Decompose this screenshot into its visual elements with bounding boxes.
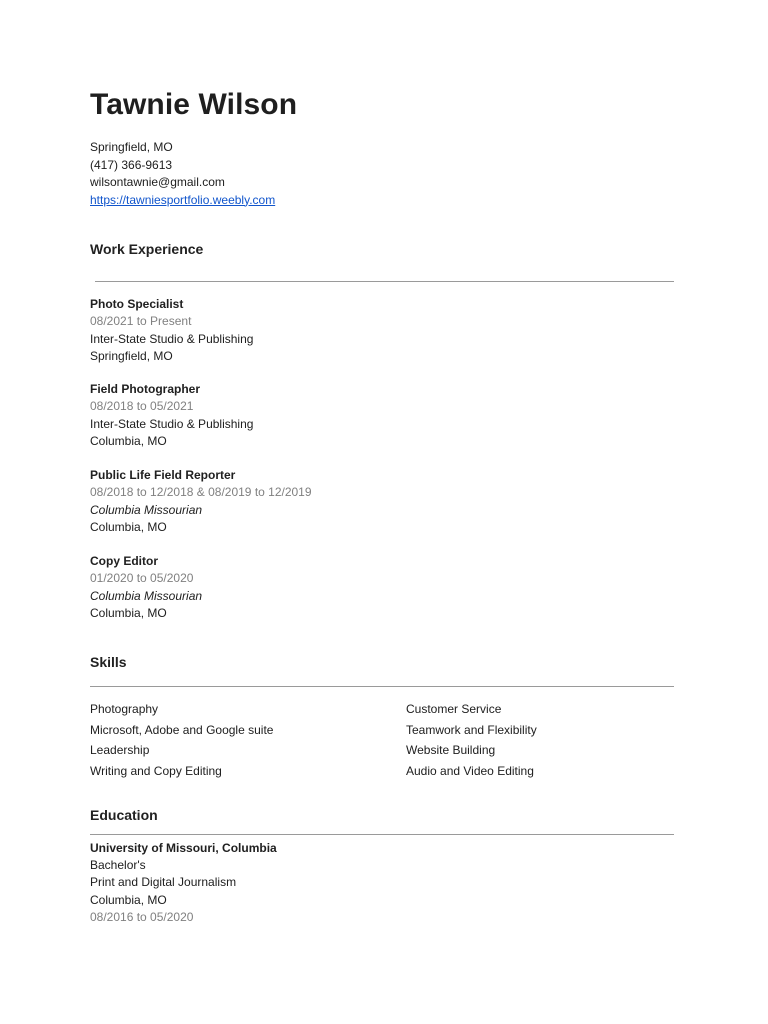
job-title: Copy Editor — [90, 554, 158, 568]
school-name: University of Missouri, Columbia — [90, 841, 277, 855]
skill-item: Audio and Video Editing — [406, 764, 534, 779]
skills-divider — [90, 686, 674, 687]
job-employer: Columbia Missourian — [90, 588, 203, 603]
skill-item: Customer Service — [406, 702, 502, 716]
job-entry — [90, 296, 253, 365]
skill-item: Website Building — [406, 743, 496, 758]
skills-column-right — [406, 699, 537, 782]
job-employer: Columbia Missourian — [90, 502, 203, 517]
job-location: Columbia, MO — [90, 605, 167, 620]
job-employer: Inter-State Studio & Publishing — [90, 416, 254, 431]
job-title: Photo Specialist — [90, 297, 184, 311]
job-title: Field Photographer — [90, 382, 201, 396]
job-employer: Inter-State Studio & Publishing — [90, 331, 254, 346]
education-divider — [90, 834, 674, 835]
job-title: Public Life Field Reporter — [90, 468, 236, 482]
education-heading: Education — [90, 807, 158, 823]
education-dates: 08/2016 to 05/2020 — [90, 909, 194, 924]
skill-item: Teamwork and Flexibility — [406, 722, 537, 737]
contact-block — [90, 139, 275, 209]
job-dates: 01/2020 to 05/2020 — [90, 571, 194, 586]
job-entry — [90, 553, 202, 622]
skills-heading: Skills — [90, 654, 127, 670]
candidate-name: Tawnie Wilson — [90, 88, 298, 121]
job-dates: 08/2018 to 12/2018 & 08/2019 to 12/2019 — [90, 485, 312, 500]
degree: Bachelor's — [90, 858, 146, 873]
job-location: Columbia, MO — [90, 519, 167, 534]
job-dates: 08/2021 to Present — [90, 314, 192, 329]
job-location: Springfield, MO — [90, 348, 173, 363]
job-entry — [90, 381, 253, 450]
portfolio-link[interactable]: https://tawniesportfolio.weebly.com — [90, 192, 276, 207]
job-entry — [90, 467, 312, 536]
skill-item: Photography — [90, 702, 159, 716]
job-dates: 08/2018 to 05/2021 — [90, 399, 194, 414]
skill-item: Leadership — [90, 743, 150, 758]
skill-item: Writing and Copy Editing — [90, 764, 222, 779]
contact-email: wilsontawnie@gmail.com — [90, 175, 225, 189]
school-location: Columbia, MO — [90, 892, 167, 907]
skill-item: Microsoft, Adobe and Google suite — [90, 722, 274, 737]
work-experience-divider — [95, 281, 674, 282]
education-entry — [90, 840, 277, 926]
work-experience-heading: Work Experience — [90, 241, 204, 257]
contact-phone: (417) 366-9613 — [90, 157, 173, 172]
skills-column-left — [90, 699, 273, 782]
job-location: Columbia, MO — [90, 433, 167, 448]
contact-location: Springfield, MO — [90, 140, 173, 154]
field-of-study: Print and Digital Journalism — [90, 875, 237, 890]
